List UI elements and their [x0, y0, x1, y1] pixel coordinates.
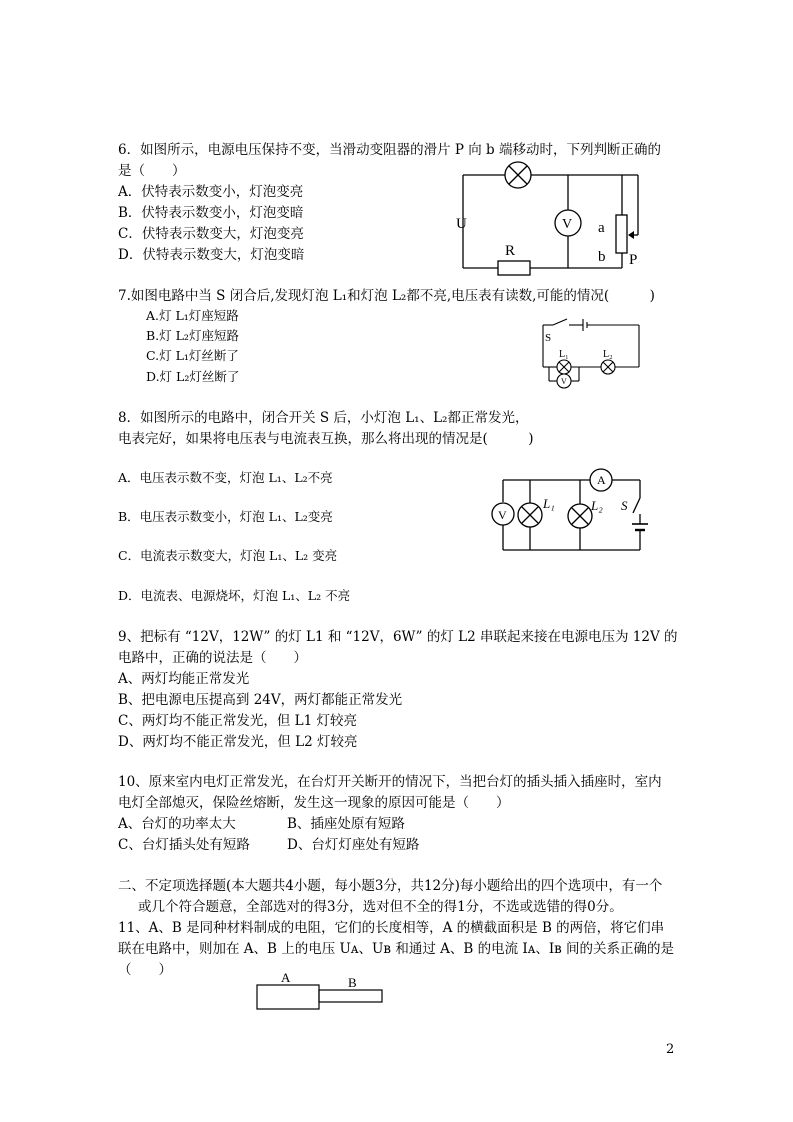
- q8-circuit-diagram: [485, 468, 645, 556]
- q11-fig-label-a: A: [281, 970, 291, 985]
- q6-option-b: B．伏特表示数变小，灯泡变暗: [118, 205, 304, 221]
- q8-fig-label-s: S: [621, 498, 628, 513]
- q6-fig-label-b: b: [598, 249, 606, 265]
- q11-stem-line3: （ ）: [118, 962, 172, 978]
- q7-option-c: C.灯 L₁灯丝断了: [146, 348, 239, 363]
- q10-option-b: B、插座处原有短路: [287, 816, 405, 832]
- q6-fig-label-r: R: [505, 243, 516, 259]
- q11-resistor-diagram: [250, 965, 390, 1013]
- q8-option-a: A．电压表示数不变，灯泡 L₁、L₂不亮: [118, 470, 333, 485]
- q8-stem-line1: 8．如图所示的电路中，闭合开关 S 后，小灯泡 L₁、L₂都正常发光，: [118, 410, 529, 426]
- q6-stem-line1: 6．如图所示，电源电压保持不变，当滑动变阻器的滑片 P 向 b 端移动时，下列判断正确的: [118, 142, 661, 158]
- q11-stem-line1: 11、A、B 是同种材料制成的电阻，它们的长度相等，A 的横截面积是 B 的两倍，将它们串: [118, 920, 665, 936]
- q6-circuit-diagram: [450, 160, 650, 275]
- q7-circuit-diagram: [535, 315, 645, 390]
- q8-option-b: B．电压表示数变小，灯泡 L₁、L₂变亮: [118, 509, 333, 524]
- q8-option-c: C．电流表示数变大，灯泡 L₁、L₂ 变亮: [118, 548, 338, 563]
- q9-option-b: B、把电源电压提高到 24V，两灯都能正常发光: [118, 692, 403, 708]
- q9-option-d: D、两灯均不能正常发光，但 L2 灯较亮: [118, 734, 358, 750]
- q6-fig-label-u: U: [456, 216, 467, 232]
- q9-option-c: C、两灯均不能正常发光，但 L1 灯较亮: [118, 713, 357, 729]
- q8-fig-label-l2: L₂: [591, 498, 603, 513]
- q6-option-c: C．伏特表示数变大，灯泡变亮: [118, 226, 304, 242]
- section2-heading-line2: 或几个符合题意，全部选对的得3分，选对但不全的得1分，不选或选错的得0分。: [138, 899, 623, 915]
- q6-option-a: A．伏特表示数变小，灯泡变亮: [118, 184, 304, 200]
- q7-fig-label-s: S: [545, 332, 552, 344]
- q7-option-d: D.灯 L₂灯丝断了: [146, 369, 240, 384]
- q7-fig-label-l2: L₂: [603, 349, 613, 360]
- q9-option-a: A、两灯均能正常发光: [118, 671, 250, 687]
- q9-stem-line2: 电路中，正确的说法是（ ）: [118, 650, 307, 666]
- q8-fig-label-v: V: [498, 508, 507, 522]
- q9-stem-line1: 9、把标有 “12V，12W” 的灯 L1 和 “12V，6W” 的灯 L2 串联起来接在电源电压为 12V 的: [118, 629, 678, 645]
- section2-heading-line1: 二、不定项选择题(本大题共4小题，每小题3分，共12分)每小题给出的四个选项中，有一个: [118, 878, 663, 894]
- q7-stem: 7.如图电路中当 S 闭合后,发现灯泡 L₁和灯泡 L₂都不亮,电压表有读数,可能的情况( ): [118, 288, 655, 304]
- q7-fig-label-l1: L₁: [559, 349, 569, 360]
- q6-stem-line2: 是（ ）: [118, 163, 186, 179]
- q11-fig-label-b: B: [348, 975, 357, 990]
- q6-option-d: D．伏特表示数变大，灯泡变暗: [118, 247, 305, 263]
- q8-option-d: D．电流表、电源烧坏，灯泡 L₁、L₂ 不亮: [118, 588, 351, 603]
- q7-option-a: A.灯 L₁灯座短路: [146, 308, 239, 323]
- q7-option-b: B.灯 L₂灯座短路: [146, 328, 239, 343]
- q10-option-a: A、台灯的功率太大: [118, 816, 236, 832]
- q8-fig-label-a: A: [597, 473, 606, 487]
- q8-fig-label-l1: L₁: [543, 496, 555, 511]
- q10-stem-line2: 电灯全部熄灭，保险丝熔断，发生这一现象的原因可能是（ ）: [118, 795, 510, 811]
- q11-stem-line2: 联在电路中，则加在 A、B 上的电压 Uᴀ、Uʙ 和通过 A、B 的电流 Iᴀ、Iʙ 间的关系正确的是: [118, 941, 675, 957]
- q10-stem-line1: 10、原来室内电灯正常发光，在台灯开关断开的情况下，当把台灯的插头插入插座时，室内: [118, 774, 662, 790]
- q6-fig-label-a: a: [598, 220, 605, 236]
- q6-fig-label-v: V: [562, 217, 573, 232]
- q10-option-c: C、台灯插头处有短路: [118, 837, 250, 853]
- page-number: 2: [666, 1042, 675, 1057]
- q8-stem-line2: 电表完好，如果将电压表与电流表互换，那么将出现的情况是( ): [118, 431, 534, 447]
- q7-fig-label-v: V: [561, 377, 567, 386]
- q6-fig-label-p: P: [629, 252, 638, 268]
- q10-option-d: D、台灯灯座处有短路: [287, 837, 420, 853]
